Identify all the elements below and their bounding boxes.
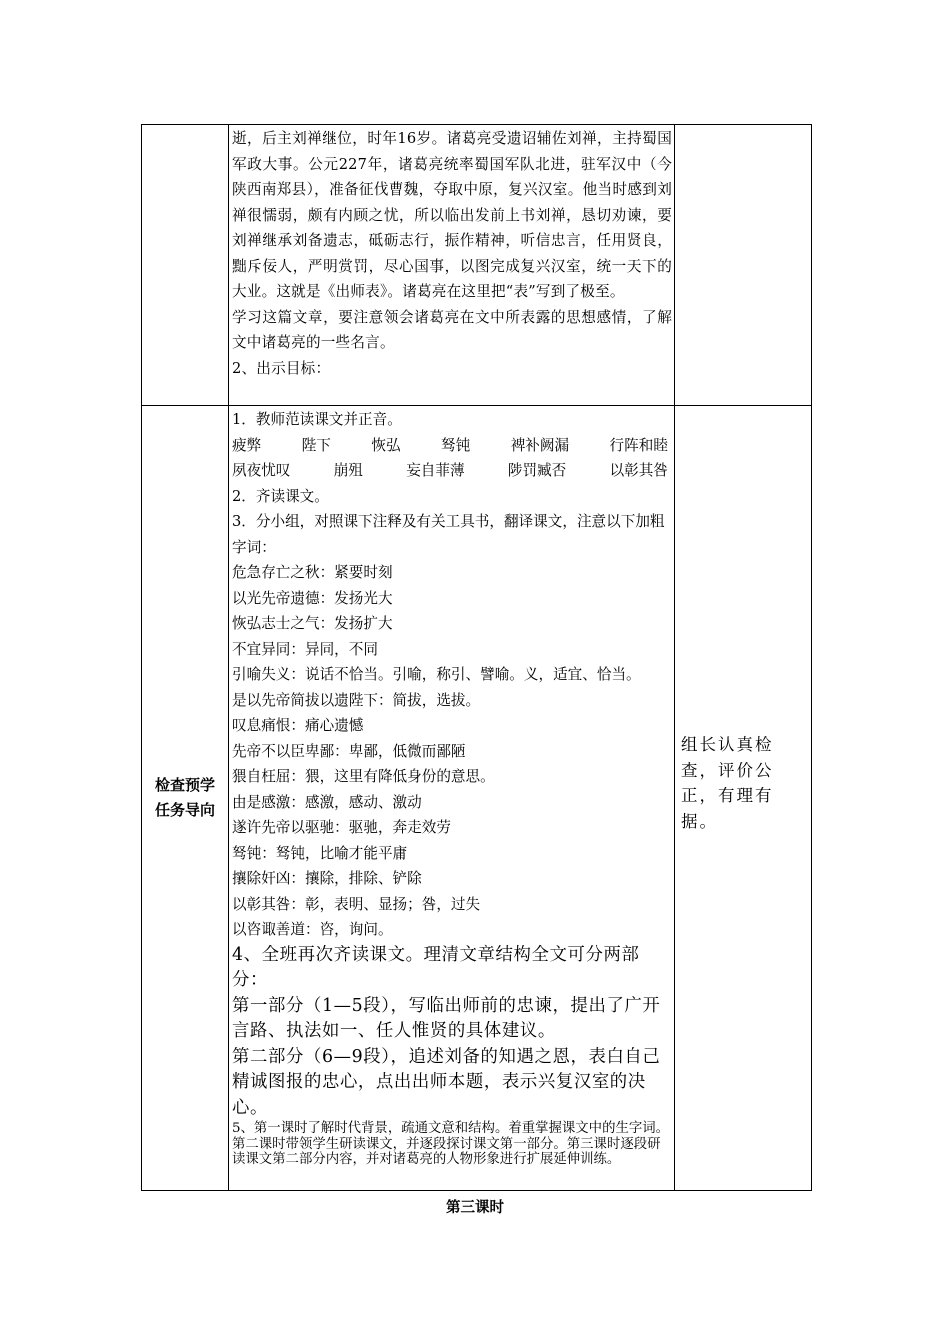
gloss-line: 危急存亡之秋：紧要时刻 — [232, 564, 393, 581]
objectives-heading: 2、出示目标： — [232, 359, 331, 377]
note-cell — [675, 125, 812, 406]
gloss-line: 叹息痛恨：痛心遗憾 — [232, 717, 364, 734]
gloss-line: 驽钝：驽钝，比喻才能平庸 — [232, 844, 408, 862]
vocab-word: 陛下 — [301, 436, 331, 454]
note-text: 组长认真检查，评价公正，有理有据。 — [681, 735, 774, 831]
background-paragraph: 逝，后主刘禅继位，时年16岁。诸葛亮受遗诏辅佐刘禅，主持蜀国军政大事。公元227年，诸葛亮统率蜀国军队北进，驻军汉中（今陕西南郑县），准备征伐曹魏，夺取中原，复兴汉室。他当时感到刘禅很懦弱，颇有内顾之忧，所以临出发前上书刘禅，恳切劝谏，要刘禅继承刘备遗志，砥砺志行，振作精神，听信忠言，任用贤良，黜斥佞人，严明赏罚，尽心国事，以图完成复兴汉室，统一天下的大业。这就是《出师表》。诸葛亮在这里把“表”写到了极至。 — [232, 130, 672, 300]
gloss-line: 由是感激：感激，感动、激动 — [232, 793, 422, 811]
vocab-line — [232, 458, 672, 484]
gloss-line: 以彰其咎：彰，表明、显扬；咎，过失 — [232, 895, 481, 913]
gloss-line: 猥自枉屈：猥，这里有降低身份的意思。 — [232, 768, 495, 785]
step-2: 2．齐读课文。 — [232, 487, 329, 505]
table-row — [142, 125, 812, 406]
vocab-word: 恢弘 — [371, 436, 401, 454]
section-heading: 第三课时 — [446, 1200, 504, 1216]
vocab-word: 驽钝 — [441, 436, 471, 454]
step-5: 5、第一课时了解时代背景，疏通文意和结构。着重掌握课文中的生字词。第二课时带领学生研读课文，并逐段探讨课文第一部分。第三课时逐段研读课文第二部分内容，并对诸葛亮的人物形象进行扩展延伸训练。 — [232, 1121, 670, 1167]
row-label-line: 检查预学 — [154, 776, 215, 794]
gloss-line: 恢弘志士之气：发扬扩大 — [232, 615, 393, 632]
row-label-line: 任务导向 — [154, 801, 215, 819]
row-label-cell — [142, 125, 229, 406]
table-row — [142, 406, 812, 1191]
gloss-line: 遂许先帝以驱驰：驱驰，奔走效劳 — [232, 819, 451, 836]
study-paragraph: 学习这篇文章，要注意领会诸葛亮在文中所表露的思想感情，了解文中诸葛亮的一些名言。 — [232, 308, 672, 351]
vocab-word: 行阵和睦 — [609, 436, 668, 454]
vocab-line — [232, 433, 672, 459]
gloss-line: 不宜异同：异同，不同 — [232, 640, 378, 658]
gloss-line: 引喻失义：说话不恰当。引喻，称引、譬喻。义，适宜、恰当。 — [232, 666, 641, 683]
vocab-word: 疲弊 — [232, 436, 262, 454]
vocab-word: 崩殂 — [333, 462, 363, 479]
vocab-word: 妄自菲薄 — [406, 462, 465, 479]
vocab-word: 以彰其咎 — [609, 462, 668, 479]
step-3: 3．分小组，对照课下注释及有关工具书，翻译课文，注意以下加粗字词： — [232, 513, 665, 556]
content-cell — [229, 125, 675, 406]
lesson-plan-table — [141, 124, 812, 1191]
gloss-line: 攘除奸凶：攘除，排除、铲除 — [232, 870, 422, 887]
vocab-word: 裨补阙漏 — [510, 436, 570, 454]
structure-part-1: 第一部分（1—5段），写临出师前的忠谏，提出了广开言路、执法如一、任人惟贤的具体建议。 — [232, 995, 661, 1041]
structure-part-2: 第二部分（6—9段），追述刘备的知遇之恩，表白自己精诚图报的忠心，点出出师本题，表示兴复汉室的决心。 — [232, 1046, 661, 1118]
gloss-line: 是以先帝简拔以遗陛下：简拔，选拔。 — [232, 691, 481, 709]
step-4: 4、全班再次齐读课文。理清文章结构全文可分两部分： — [232, 944, 640, 990]
vocab-word: 夙夜忧叹 — [232, 462, 291, 479]
gloss-line: 先帝不以臣卑鄙：卑鄙，低微而鄙陋 — [232, 742, 466, 760]
note-cell — [675, 406, 812, 1191]
gloss-line: 以光先帝遗德：发扬光大 — [232, 589, 393, 607]
row-label-cell — [142, 406, 229, 1191]
content-cell — [229, 406, 675, 1191]
vocab-word: 陟罚臧否 — [507, 462, 567, 479]
gloss-line: 以咨诹善道：咨，询问。 — [232, 921, 393, 938]
step-1: 1．教师范读课文并正音。 — [232, 411, 402, 428]
